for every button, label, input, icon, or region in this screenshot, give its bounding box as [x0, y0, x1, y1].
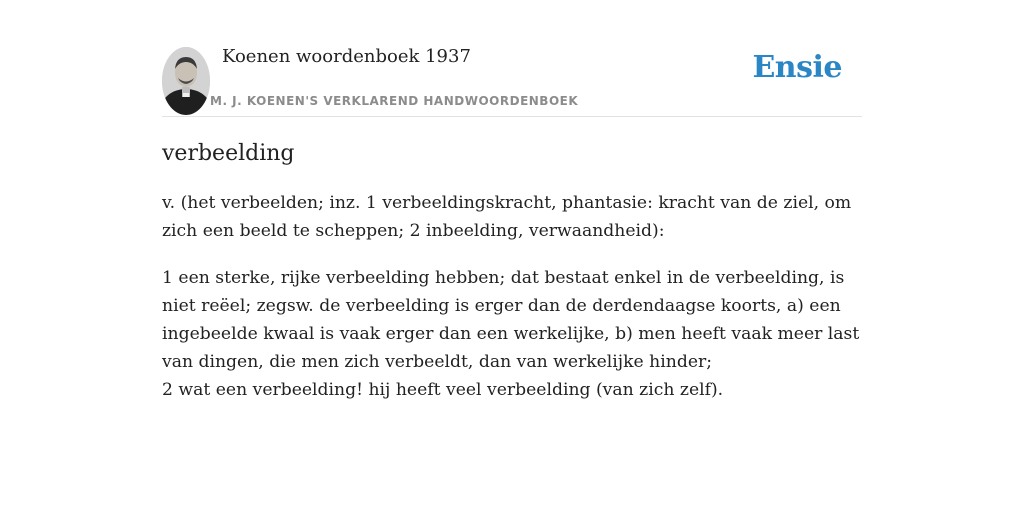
page-content	[162, 0, 862, 404]
dictionary-header	[162, 0, 862, 117]
entry-examples	[162, 264, 862, 404]
example-sense-1: 1 een sterke, rijke verbeelding hebben; dat bestaat enkel in de verbeelding, is niet reëel; zegsw. de verbeelding is erger dan de derdendaagse koorts, a) een ingebeelde kwaal is vaak erger dan een werkelijke, b) men heeft vaak meer last van dingen, die men zich verbeeldt, dan van werkelijke hinder;	[162, 268, 860, 372]
portrait-photo-icon	[162, 47, 210, 115]
ensie-logo-link[interactable]: Ensie	[752, 50, 842, 85]
entry-definition: v. (het verbeelden; inz. 1 verbeeldingskracht, phantasie: kracht van de ziel, om zich een beeld te scheppen; 2 inbeelding, verwaandheid):	[162, 193, 852, 241]
author-portrait	[162, 47, 210, 115]
dictionary-subtitle: M. J. KOENEN'S VERKLAREND HANDWOORDENBOEK	[210, 94, 579, 108]
entry-headword: verbeelding	[162, 141, 295, 166]
dictionary-title: Koenen woordenboek 1937	[222, 46, 471, 67]
example-sense-2: 2 wat een verbeelding! hij heeft veel verbeelding (van zich zelf).	[162, 380, 724, 400]
